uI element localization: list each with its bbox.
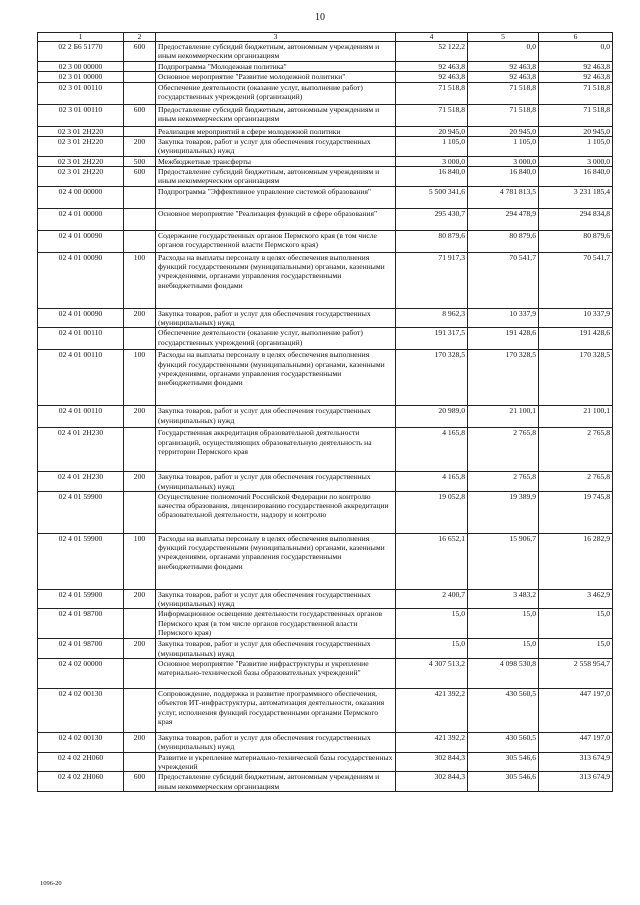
amount-cell: 71 518,8 bbox=[468, 104, 539, 126]
amount-cell: 1 105,0 bbox=[468, 137, 539, 157]
amount-cell: 302 844,3 bbox=[396, 772, 468, 792]
description-cell: Предоставление субсидий бюджетным, автономным учреждениям и иным некоммерческим организациям bbox=[156, 167, 396, 187]
amount-cell: 2 765,8 bbox=[539, 428, 613, 472]
expense-type-cell: 100 bbox=[124, 350, 156, 406]
description-cell: Государственная аккредитация образовательной деятельности организаций, осуществляющих образовательную деятельность на территории Пермского края bbox=[156, 428, 396, 472]
expense-type-cell bbox=[124, 659, 156, 689]
table-header-row bbox=[38, 33, 613, 42]
table-row bbox=[38, 208, 613, 230]
table-row bbox=[38, 752, 613, 772]
code-cell: 02 4 01 00110 bbox=[38, 350, 124, 406]
amount-cell: 15,0 bbox=[396, 639, 468, 659]
amount-cell: 0,0 bbox=[468, 42, 539, 62]
description-cell: Основное мероприятие "Реализация функций в сфере образования" bbox=[156, 208, 396, 230]
table-body bbox=[38, 42, 613, 792]
amount-cell: 3 000,0 bbox=[396, 156, 468, 166]
amount-cell: 71 518,8 bbox=[396, 82, 468, 104]
amount-cell: 16 840,0 bbox=[539, 167, 613, 187]
description-cell: Предоставление субсидий бюджетным, автономным учреждениям и иным некоммерческим организациям bbox=[156, 42, 396, 62]
code-cell: 02 4 01 59900 bbox=[38, 589, 124, 609]
amount-cell: 447 197,0 bbox=[539, 733, 613, 753]
expense-type-cell: 100 bbox=[124, 533, 156, 589]
amount-cell: 71 917,3 bbox=[396, 252, 468, 308]
amount-cell: 4 165,8 bbox=[396, 472, 468, 492]
table-row bbox=[38, 772, 613, 792]
amount-cell: 305 546,6 bbox=[468, 752, 539, 772]
expense-type-cell: 600 bbox=[124, 772, 156, 792]
amount-cell: 19 389,9 bbox=[468, 491, 539, 533]
description-cell: Сопровождение, поддержка и развитие программного обеспечения, объектов ИТ-инфраструктуры, автоматизация деятельности, оказания услуг, исполнения функций государственными органами Пермского края bbox=[156, 689, 396, 733]
table-row bbox=[38, 533, 613, 589]
code-cell: 02 4 02 2Н060 bbox=[38, 752, 124, 772]
amount-cell: 2 765,8 bbox=[468, 428, 539, 472]
code-cell: 02 4 01 00090 bbox=[38, 252, 124, 308]
table-row bbox=[38, 491, 613, 533]
expense-type-cell bbox=[124, 428, 156, 472]
code-cell: 02 3 00 00000 bbox=[38, 61, 124, 71]
amount-cell: 20 945,0 bbox=[396, 126, 468, 136]
code-cell: 02 4 00 00000 bbox=[38, 186, 124, 208]
amount-cell: 313 674,9 bbox=[539, 772, 613, 792]
expense-type-cell: 200 bbox=[124, 589, 156, 609]
expense-type-cell bbox=[124, 186, 156, 208]
amount-cell: 92 463,8 bbox=[468, 71, 539, 82]
expense-type-cell: 200 bbox=[124, 733, 156, 753]
code-cell: 02 4 02 00000 bbox=[38, 659, 124, 689]
table-row bbox=[38, 167, 613, 187]
amount-cell: 10 337,9 bbox=[468, 308, 539, 328]
amount-cell: 92 463,8 bbox=[396, 71, 468, 82]
expense-type-cell: 200 bbox=[124, 308, 156, 328]
amount-cell: 3 000,0 bbox=[468, 156, 539, 166]
expense-type-cell: 500 bbox=[124, 156, 156, 166]
description-cell: Предоставление субсидий бюджетным, автономным учреждениям и иным некоммерческим организациям bbox=[156, 104, 396, 126]
table-row bbox=[38, 252, 613, 308]
table-row bbox=[38, 639, 613, 659]
code-cell: 02 4 01 00110 bbox=[38, 328, 124, 350]
amount-cell: 16 282,9 bbox=[539, 533, 613, 589]
amount-cell: 15,0 bbox=[468, 639, 539, 659]
description-cell: Межбюджетные трансферты bbox=[156, 156, 396, 166]
amount-cell: 447 197,0 bbox=[539, 689, 613, 733]
table-row bbox=[38, 659, 613, 689]
expense-type-cell bbox=[124, 208, 156, 230]
amount-cell: 92 463,8 bbox=[539, 61, 613, 71]
table-row bbox=[38, 589, 613, 609]
amount-cell: 71 518,8 bbox=[468, 82, 539, 104]
amount-cell: 3 000,0 bbox=[539, 156, 613, 166]
table-row bbox=[38, 186, 613, 208]
description-cell: Закупка товаров, работ и услуг для обеспечения государственных (муниципальных) нужд bbox=[156, 639, 396, 659]
table-row bbox=[38, 689, 613, 733]
amount-cell: 3 483,2 bbox=[468, 589, 539, 609]
description-cell: Закупка товаров, работ и услуг для обеспечения государственных (муниципальных) нужд bbox=[156, 472, 396, 492]
column-header: 6 bbox=[539, 33, 613, 42]
expense-type-cell: 200 bbox=[124, 472, 156, 492]
amount-cell: 92 463,8 bbox=[539, 71, 613, 82]
amount-cell: 170 328,5 bbox=[539, 350, 613, 406]
footer-code: 1096-20 bbox=[40, 880, 62, 887]
amount-cell: 80 879,6 bbox=[468, 230, 539, 252]
description-cell: Закупка товаров, работ и услуг для обеспечения государственных (муниципальных) нужд bbox=[156, 308, 396, 328]
amount-cell: 19 745,8 bbox=[539, 491, 613, 533]
amount-cell: 15,0 bbox=[396, 609, 468, 639]
description-cell: Содержание государственных органов Пермского края (в том числе органов государственной власти Пермского края) bbox=[156, 230, 396, 252]
page-number: 10 bbox=[315, 12, 325, 23]
table-row bbox=[38, 609, 613, 639]
expense-type-cell: 600 bbox=[124, 167, 156, 187]
expense-type-cell bbox=[124, 230, 156, 252]
description-cell: Обеспечение деятельности (оказание услуг, выполнение работ) государственных учреждений (организаций) bbox=[156, 82, 396, 104]
description-cell: Расходы на выплаты персоналу в целях обеспечения выполнения функций государственными (муниципальными) органами, казенными учреждениями, органами управления государственными внебюджетными фондами bbox=[156, 350, 396, 406]
expense-type-cell bbox=[124, 491, 156, 533]
table-row bbox=[38, 406, 613, 428]
table-row bbox=[38, 71, 613, 82]
description-cell: Развитие и укрепление материально-технической базы государственных учреждений bbox=[156, 752, 396, 772]
amount-cell: 0,0 bbox=[539, 42, 613, 62]
amount-cell: 15,0 bbox=[539, 639, 613, 659]
amount-cell: 4 781 813,5 bbox=[468, 186, 539, 208]
code-cell: 02 4 02 00130 bbox=[38, 733, 124, 753]
amount-cell: 170 328,5 bbox=[396, 350, 468, 406]
description-cell: Осуществление полномочий Российской Федерации по контролю качества образования, лицензированию государственной аккредитации образовательной деятельности, надзору и контролю bbox=[156, 491, 396, 533]
code-cell: 02 3 01 00110 bbox=[38, 82, 124, 104]
expense-type-cell bbox=[124, 609, 156, 639]
code-cell: 02 4 01 98700 bbox=[38, 609, 124, 639]
code-cell: 02 4 01 00110 bbox=[38, 406, 124, 428]
table-row bbox=[38, 42, 613, 62]
table-row bbox=[38, 428, 613, 472]
table-row bbox=[38, 61, 613, 71]
amount-cell: 191 428,6 bbox=[468, 328, 539, 350]
expense-type-cell: 200 bbox=[124, 137, 156, 157]
amount-cell: 20 989,0 bbox=[396, 406, 468, 428]
table-row bbox=[38, 137, 613, 157]
code-cell: 02 4 01 59900 bbox=[38, 533, 124, 589]
code-cell: 02 4 01 2Н230 bbox=[38, 472, 124, 492]
code-cell: 02 3 01 2Н220 bbox=[38, 126, 124, 136]
amount-cell: 71 518,8 bbox=[396, 104, 468, 126]
amount-cell: 15,0 bbox=[468, 609, 539, 639]
amount-cell: 21 100,1 bbox=[468, 406, 539, 428]
amount-cell: 80 879,6 bbox=[396, 230, 468, 252]
description-cell: Основное мероприятие "Развитие инфраструктуры и укрепление материально-технической базы образовательных учреждений" bbox=[156, 659, 396, 689]
description-cell: Обеспечение деятельности (оказание услуг, выполнение работ) государственных учреждений (организаций) bbox=[156, 328, 396, 350]
column-header: 5 bbox=[468, 33, 539, 42]
code-cell: 02 4 01 00090 bbox=[38, 230, 124, 252]
amount-cell: 1 105,0 bbox=[539, 137, 613, 157]
table-row bbox=[38, 472, 613, 492]
amount-cell: 2 400,7 bbox=[396, 589, 468, 609]
amount-cell: 70 541,7 bbox=[539, 252, 613, 308]
code-cell: 02 4 01 2Н230 bbox=[38, 428, 124, 472]
column-header: 3 bbox=[156, 33, 396, 42]
amount-cell: 2 765,8 bbox=[539, 472, 613, 492]
amount-cell: 19 052,8 bbox=[396, 491, 468, 533]
amount-cell: 421 392,2 bbox=[396, 733, 468, 753]
amount-cell: 430 560,5 bbox=[468, 733, 539, 753]
amount-cell: 16 840,0 bbox=[468, 167, 539, 187]
amount-cell: 8 962,3 bbox=[396, 308, 468, 328]
code-cell: 02 4 01 00000 bbox=[38, 208, 124, 230]
description-cell: Расходы на выплаты персоналу в целях обеспечения выполнения функций государственными (муниципальными) органами, казенными учреждениями, органами управления государственными внебюджетными фондами bbox=[156, 252, 396, 308]
amount-cell: 294 834,8 bbox=[539, 208, 613, 230]
amount-cell: 92 463,8 bbox=[468, 61, 539, 71]
table-row bbox=[38, 350, 613, 406]
table-row bbox=[38, 328, 613, 350]
amount-cell: 3 462,9 bbox=[539, 589, 613, 609]
amount-cell: 5 500 341,6 bbox=[396, 186, 468, 208]
amount-cell: 295 430,7 bbox=[396, 208, 468, 230]
expense-type-cell bbox=[124, 328, 156, 350]
code-cell: 02 2 Б6 51770 bbox=[38, 42, 124, 62]
amount-cell: 2 558 954,7 bbox=[539, 659, 613, 689]
expense-type-cell: 200 bbox=[124, 639, 156, 659]
code-cell: 02 4 02 00130 bbox=[38, 689, 124, 733]
description-cell: Предоставление субсидий бюджетным, автономным учреждениям и иным некоммерческим организациям bbox=[156, 772, 396, 792]
description-cell: Закупка товаров, работ и услуг для обеспечения государственных (муниципальных) нужд bbox=[156, 137, 396, 157]
code-cell: 02 3 01 00000 bbox=[38, 71, 124, 82]
column-header: 1 bbox=[38, 33, 124, 42]
amount-cell: 16 652,1 bbox=[396, 533, 468, 589]
amount-cell: 70 541,7 bbox=[468, 252, 539, 308]
code-cell: 02 3 01 2Н220 bbox=[38, 156, 124, 166]
amount-cell: 4 307 513,2 bbox=[396, 659, 468, 689]
description-cell: Закупка товаров, работ и услуг для обеспечения государственных (муниципальных) нужд bbox=[156, 589, 396, 609]
amount-cell: 20 945,0 bbox=[539, 126, 613, 136]
amount-cell: 2 765,8 bbox=[468, 472, 539, 492]
amount-cell: 15,0 bbox=[539, 609, 613, 639]
description-cell: Расходы на выплаты персоналу в целях обеспечения выполнения функций государственными (муниципальными) органами, казенными учреждениями, органами управления государственными внебюджетными фондами bbox=[156, 533, 396, 589]
code-cell: 02 4 01 00090 bbox=[38, 308, 124, 328]
amount-cell: 1 105,0 bbox=[396, 137, 468, 157]
expense-type-cell: 200 bbox=[124, 406, 156, 428]
table-row bbox=[38, 104, 613, 126]
code-cell: 02 3 01 2Н220 bbox=[38, 167, 124, 187]
table-row bbox=[38, 230, 613, 252]
amount-cell: 52 122,2 bbox=[396, 42, 468, 62]
code-cell: 02 4 02 2Н060 bbox=[38, 772, 124, 792]
code-cell: 02 4 01 98700 bbox=[38, 639, 124, 659]
description-cell: Подпрограмма "Эффективное управление системой образования" bbox=[156, 186, 396, 208]
amount-cell: 302 844,3 bbox=[396, 752, 468, 772]
amount-cell: 21 100,1 bbox=[539, 406, 613, 428]
description-cell: Реализация мероприятий в сфере молодежной политики bbox=[156, 126, 396, 136]
amount-cell: 305 546,6 bbox=[468, 772, 539, 792]
amount-cell: 191 428,6 bbox=[539, 328, 613, 350]
expense-type-cell bbox=[124, 61, 156, 71]
amount-cell: 92 463,8 bbox=[396, 61, 468, 71]
amount-cell: 71 518,8 bbox=[539, 82, 613, 104]
amount-cell: 421 392,2 bbox=[396, 689, 468, 733]
expense-type-cell: 600 bbox=[124, 42, 156, 62]
table-row bbox=[38, 308, 613, 328]
amount-cell: 80 879,6 bbox=[539, 230, 613, 252]
table-row bbox=[38, 126, 613, 136]
amount-cell: 191 317,5 bbox=[396, 328, 468, 350]
code-cell: 02 3 01 2Н220 bbox=[38, 137, 124, 157]
table-row bbox=[38, 733, 613, 753]
code-cell: 02 3 01 00110 bbox=[38, 104, 124, 126]
code-cell: 02 4 01 59900 bbox=[38, 491, 124, 533]
table-row bbox=[38, 82, 613, 104]
expense-type-cell bbox=[124, 82, 156, 104]
amount-cell: 430 560,5 bbox=[468, 689, 539, 733]
amount-cell: 294 478,9 bbox=[468, 208, 539, 230]
expense-type-cell: 100 bbox=[124, 252, 156, 308]
column-header: 4 bbox=[396, 33, 468, 42]
amount-cell: 16 840,0 bbox=[396, 167, 468, 187]
description-cell: Подпрограмма "Молодежная политика" bbox=[156, 61, 396, 71]
amount-cell: 170 328,5 bbox=[468, 350, 539, 406]
description-cell: Информационное освещение деятельности государственных органов Пермского края (в том числе органов государственной власти Пермского края) bbox=[156, 609, 396, 639]
expense-type-cell: 600 bbox=[124, 104, 156, 126]
column-header: 2 bbox=[124, 33, 156, 42]
amount-cell: 71 518,8 bbox=[539, 104, 613, 126]
amount-cell: 3 231 185,4 bbox=[539, 186, 613, 208]
description-cell: Основное мероприятие "Развитие молодежной политики" bbox=[156, 71, 396, 82]
amount-cell: 313 674,9 bbox=[539, 752, 613, 772]
budget-table bbox=[37, 32, 613, 792]
description-cell: Закупка товаров, работ и услуг для обеспечения государственных (муниципальных) нужд bbox=[156, 733, 396, 753]
amount-cell: 15 906,7 bbox=[468, 533, 539, 589]
table-row bbox=[38, 156, 613, 166]
amount-cell: 4 165,8 bbox=[396, 428, 468, 472]
amount-cell: 20 945,0 bbox=[468, 126, 539, 136]
expense-type-cell bbox=[124, 126, 156, 136]
expense-type-cell bbox=[124, 689, 156, 733]
amount-cell: 4 098 530,8 bbox=[468, 659, 539, 689]
description-cell: Закупка товаров, работ и услуг для обеспечения государственных (муниципальных) нужд bbox=[156, 406, 396, 428]
expense-type-cell bbox=[124, 71, 156, 82]
expense-type-cell bbox=[124, 752, 156, 772]
amount-cell: 10 337,9 bbox=[539, 308, 613, 328]
